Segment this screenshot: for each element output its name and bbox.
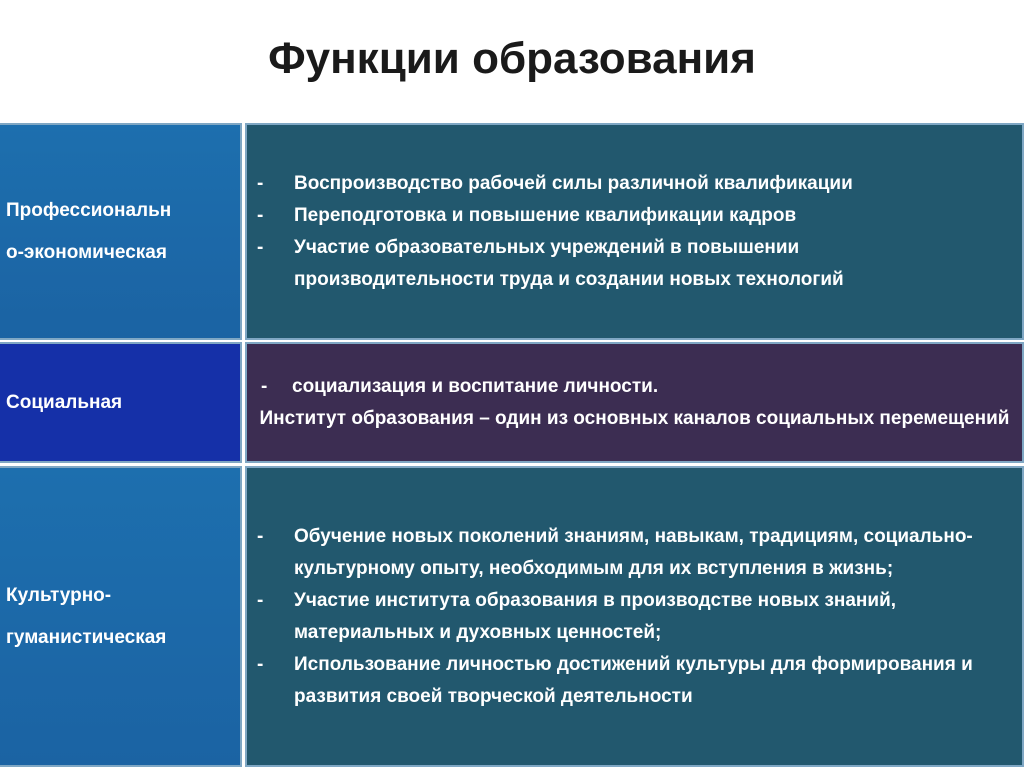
social-note: Институт образования – один из основных каналов социальных перемещений (259, 407, 1010, 429)
list-item: - Использование личностью достижений культуры для формирования и развития своей творческой деятельности (255, 649, 1002, 713)
bullet-dash: - (261, 375, 268, 397)
function-label-line: Профессиональн (6, 199, 172, 221)
list-item: - Воспроизводство рабочей силы различной квалификации (255, 168, 1002, 200)
table-row-cultural (0, 466, 1024, 767)
list-item: - Участие института образования в производстве новых знаний, материальных и духовных ценностей; (255, 585, 1002, 649)
bullet-dash: - (257, 589, 264, 611)
function-label-cell (0, 466, 242, 767)
bullet-dash: - (257, 236, 264, 258)
bullet-dash: - (257, 653, 264, 675)
list-item: - социализация и воспитание личности. (257, 371, 1012, 403)
bullet-dash: - (257, 204, 264, 226)
page-title: Функции образования (268, 34, 756, 83)
bullet-dash: - (257, 525, 264, 547)
function-label-line: Культурно- (6, 584, 112, 606)
function-description-cell (245, 123, 1024, 340)
function-label-cell (0, 123, 242, 340)
function-label-cell (0, 342, 242, 463)
function-label-line: о-экономическая (6, 241, 167, 263)
function-description-cell (245, 466, 1024, 767)
list-item: - Обучение новых поколений знаниям, навыкам, традициям, социально-культурному опыту, необходимым для их вступления в жизнь; (255, 521, 1002, 585)
bullet-dash: - (257, 172, 264, 194)
function-label-line: гуманистическая (6, 626, 167, 648)
list-item: - Переподготовка и повышение квалификации кадров (255, 200, 1002, 232)
function-description-cell (245, 342, 1024, 463)
table-row-social (0, 342, 1024, 463)
table-row-professional (0, 123, 1024, 340)
function-label-line: Социальная (6, 391, 123, 413)
list-item: - Участие образовательных учреждений в повышении производительности труда и создании новых технологий (255, 232, 1002, 296)
